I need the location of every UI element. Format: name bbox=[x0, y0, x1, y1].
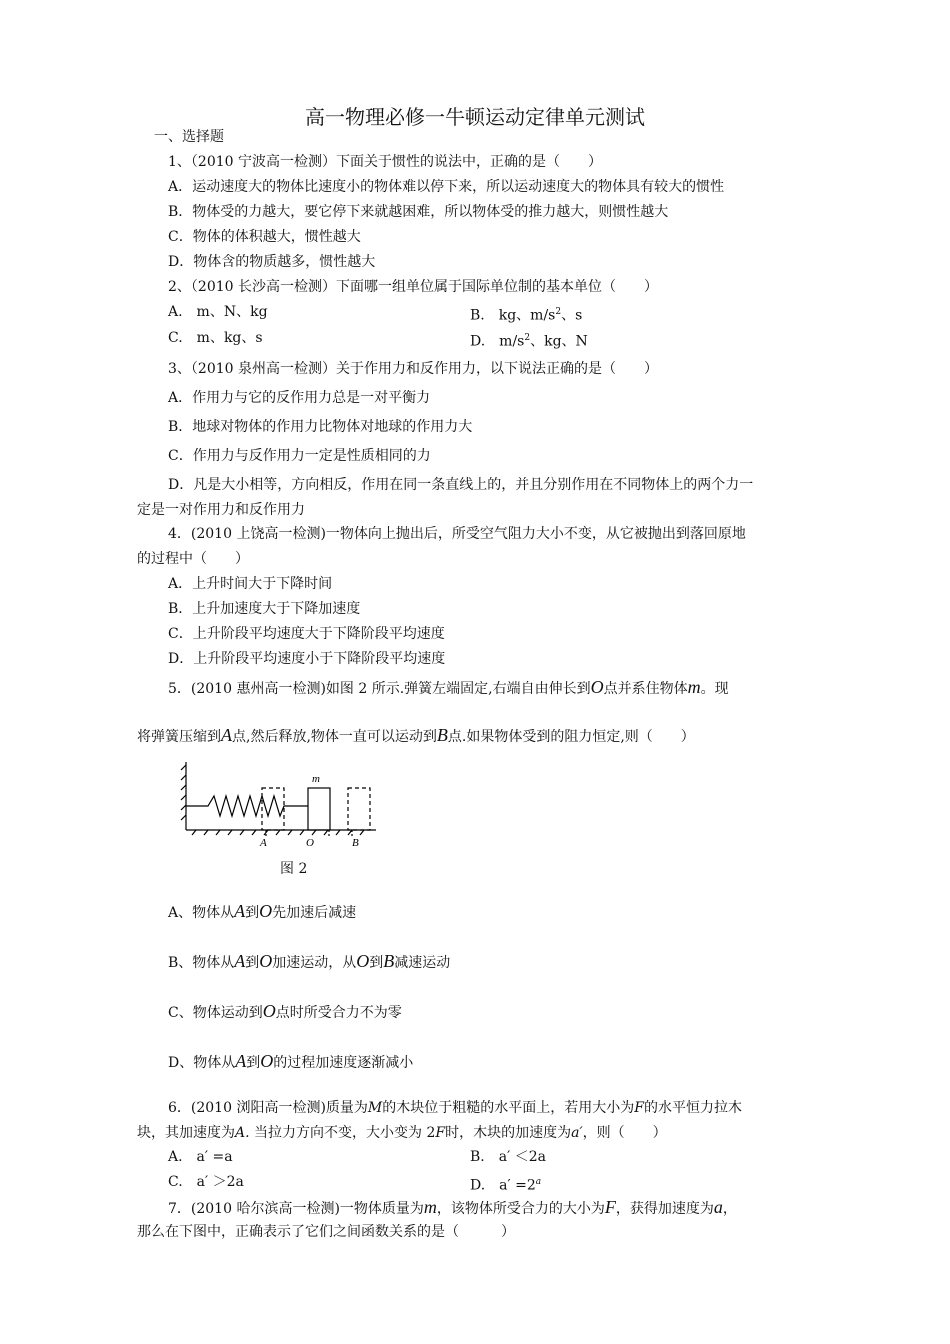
q3-option-a: A．作用力与它的反作用力总是一对平衡力 bbox=[168, 390, 431, 406]
figure-2-spring-diagram bbox=[180, 758, 380, 848]
q4-option-b: B．上升加速度大于下降加速度 bbox=[168, 601, 361, 617]
q5-option-c: C、物体运动到O点时所受合力不为零 bbox=[168, 1001, 402, 1021]
section-heading: 一、选择题 bbox=[154, 129, 224, 145]
q6-stem-line1: 6．(2010 浏阳高一检测)质量为M的木块位于粗糙的水平面上，若用大小为F的水平恒力拉木 bbox=[168, 1100, 742, 1116]
q1-option-b: B．物体受的力越大，要它停下来就越困难，所以物体受的推力越大，则惯性越大 bbox=[168, 204, 669, 220]
page-title: 高一物理必修一牛顿运动定律单元测试 bbox=[305, 105, 645, 129]
q1-option-c: C．物体的体积越大，惯性越大 bbox=[168, 229, 361, 245]
block-at-o bbox=[308, 788, 330, 830]
q1-option-a: A．运动速度大的物体比速度小的物体难以停下来，所以运动速度大的物体具有较大的惯性 bbox=[168, 179, 725, 195]
q4-option-d: D．上升阶段平均速度小于下降阶段平均速度 bbox=[168, 651, 446, 667]
q2-option-b: B. kg、$m/s^2$、s bbox=[470, 307, 583, 324]
block-at-b bbox=[348, 788, 370, 830]
q4-stem-line1: 4．(2010 上饶高一检测)一物体向上抛出后，所受空气阻力大小不变，从它被抛出到落回原地 bbox=[168, 526, 746, 542]
q6-option-b: B. a′ ＜2a bbox=[470, 1149, 546, 1165]
q3-stem: 3、（2010 泉州高一检测）关于作用力和反作用力，以下说法正确的是（ ） bbox=[168, 361, 658, 377]
fig-label-a: A bbox=[260, 837, 267, 848]
q4-option-c: C．上升阶段平均速度大于下降阶段平均速度 bbox=[168, 626, 445, 642]
q5-option-a: A、物体从A到O先加速后减速 bbox=[168, 901, 357, 921]
q6-option-a: A. a′ =a bbox=[168, 1149, 233, 1165]
q1-stem: 1、（2010 宁波高一检测）下面关于惯性的说法中，正确的是（ ） bbox=[168, 154, 602, 170]
q5-option-b: B、物体从A到O加速运动，从O到B减速运动 bbox=[168, 951, 451, 971]
q7-stem-line1: 7．(2010 哈尔滨高一检测)一物体质量为m，该物体所受合力的大小为F，获得加速度为a， bbox=[168, 1197, 737, 1217]
q4-option-a: A．上升时间大于下降时间 bbox=[168, 576, 333, 592]
spring bbox=[186, 796, 308, 816]
wall-hatch bbox=[181, 765, 186, 820]
q2-option-a: A. m、N、kg bbox=[168, 304, 268, 320]
fig-label-m: m bbox=[312, 773, 320, 785]
fig-label-o: O bbox=[306, 837, 314, 848]
q5-stem-line1: 5．(2010 惠州高一检测)如图 2 所示.弹簧左端固定,右端自由伸长到O点并系住物体m。现 bbox=[168, 677, 729, 697]
q6-option-d: D. $a' =2^a$ bbox=[470, 1177, 542, 1194]
q5-option-d: D、物体从A到O的过程加速度逐渐减小 bbox=[168, 1051, 414, 1071]
q7-stem-line2: 那么在下图中，正确表示了它们之间函数关系的是（ ） bbox=[137, 1224, 515, 1240]
q6-stem-line2: 块，其加速度为A. 当拉力方向不变，大小变为 2F时，木块的加速度为a′，则（ ） bbox=[137, 1125, 667, 1141]
q3-option-d-line2: 定是一对作用力和反作用力 bbox=[137, 502, 305, 518]
fig-label-b: B bbox=[352, 837, 359, 848]
q3-option-c: C．作用力与反作用力一定是性质相同的力 bbox=[168, 448, 431, 464]
q5-stem-line2: 将弹簧压缩到A点,然后释放,物体一直可以运动到B点.如果物体受到的阻力恒定,则（ ） bbox=[137, 725, 695, 745]
q4-stem-line2: 的过程中（ ） bbox=[137, 551, 249, 567]
floor-hatch bbox=[192, 830, 364, 835]
q6-option-c: C. a′ ＞2a bbox=[168, 1174, 244, 1190]
q3-option-d-line1: D．凡是大小相等，方向相反，作用在同一条直线上的，并且分别作用在不同物体上的两个力一 bbox=[168, 477, 754, 493]
q2-stem: 2、（2010 长沙高一检测）下面哪一组单位属于国际单位制的基本单位（ ） bbox=[168, 279, 658, 295]
q1-option-d: D．物体含的物质越多，惯性越大 bbox=[168, 254, 376, 270]
q2-option-d: D. $m/s^2$、kg、N bbox=[470, 333, 588, 350]
q2-option-c: C. m、kg、s bbox=[168, 330, 263, 346]
figure-caption: 图 2 bbox=[280, 861, 308, 877]
q3-option-b: B．地球对物体的作用力比物体对地球的作用力大 bbox=[168, 419, 473, 435]
